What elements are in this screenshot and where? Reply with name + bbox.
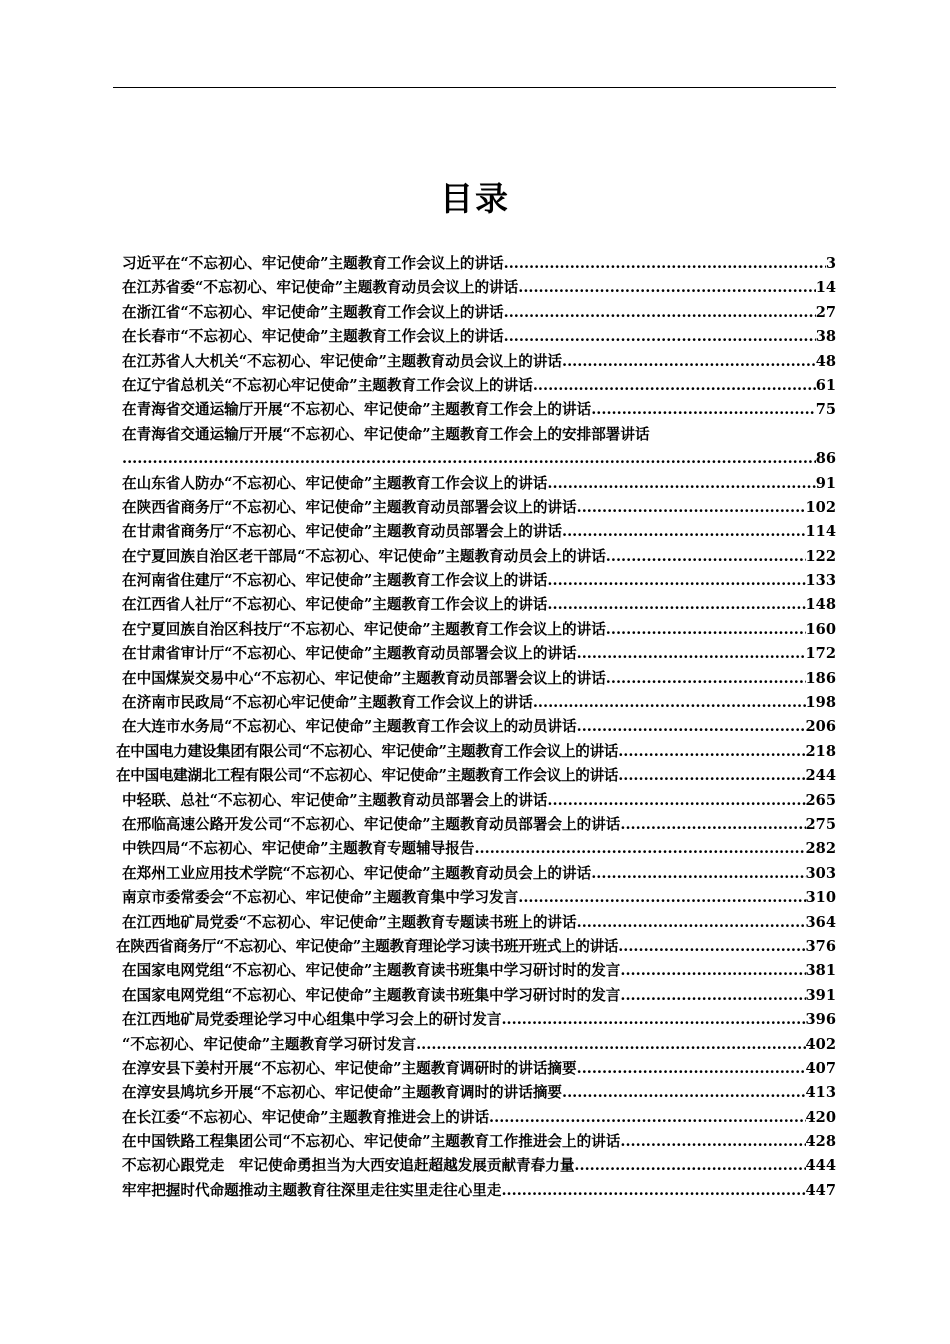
toc-entry-title: 中轻联、总社“不忘初心、牢记使命”主题教育动员部署会上的讲话 [122,791,548,809]
toc-entry[interactable] [116,496,836,520]
dot-leader [533,691,806,715]
toc-entry-title: 南京市委常委会“不忘初心、牢记使命”主题教育集中学习发言 [122,889,519,907]
dot-leader [577,642,806,666]
dot-leader [547,593,805,617]
toc-entry[interactable] [116,886,836,910]
toc-entry[interactable] [116,545,836,569]
toc-page-number: 172 [805,645,836,663]
toc-entry[interactable] [116,959,836,983]
toc-page-number: 303 [805,864,836,882]
page-title: 目录 [440,179,510,218]
toc-entry[interactable] [116,520,836,544]
dot-leader [501,1008,805,1032]
toc-entry-title: 在中国电建湖北工程有限公司“不忘初心、牢记使命”主题教育工作会议上的讲话 [116,767,619,785]
toc-page-number: 27 [815,303,836,321]
toc-entry-title: 中铁四局“不忘初心、牢记使命”主题教育专题辅导报告 [122,840,475,858]
toc-entry-title: 在国家电网党组“不忘初心、牢记使命”主题教育读书班集中学习研讨时的发言 [122,986,621,1004]
dot-leader [618,740,805,764]
toc-entry-title: 在江苏省委“不忘初心、牢记使命”主题教育动员会议上的讲话 [122,279,519,297]
toc-entry-title: 不忘初心跟党走 牢记使命勇担当为大西安追赶超越发展贡献青春力量 [122,1157,575,1175]
dot-leader [606,618,806,642]
dot-leader [518,886,805,910]
toc-page-number: 282 [805,840,836,858]
dot-leader [474,837,805,861]
dot-leader [577,496,806,520]
toc-entry[interactable] [116,325,836,349]
toc-entry-title: 在济南市民政局“不忘初心牢记使命”主题教育工作会议上的讲话 [122,694,533,712]
toc-entry-continuation[interactable] [116,447,836,471]
dot-leader [618,935,805,959]
toc-page-number: 91 [815,474,836,492]
toc-page-number: 396 [805,1011,836,1029]
toc-page-number: 381 [805,962,836,980]
toc-page-number: 122 [805,547,836,565]
toc-entry-title: 在青海省交通运输厅开展“不忘初心、牢记使命”主题教育工作会上的安排部署讲话 [122,425,650,443]
dot-leader [562,1081,806,1105]
dot-leader [618,764,805,788]
toc-page-number: 38 [815,328,836,346]
toc-entry[interactable] [116,301,836,325]
toc-entry-title: 在国家电网党组“不忘初心、牢记使命”主题教育读书班集中学习研讨时的发言 [122,962,621,980]
toc-entry[interactable] [116,1179,836,1203]
toc-entry[interactable] [116,618,836,642]
toc-entry-title: 在山东省人防办“不忘初心、牢记使命”主题教育工作会议上的讲话 [122,474,548,492]
toc-entry[interactable] [116,593,836,617]
dot-leader [577,911,806,935]
toc-entry[interactable] [116,472,836,496]
toc-entry-title: 在淳安县鸠坑乡开展“不忘初心、牢记使命”主题教育调时的讲话摘要 [122,1084,563,1102]
toc-entry-title: 在中国电力建设集团有限公司“不忘初心、牢记使命”主题教育工作会议上的讲话 [116,742,619,760]
toc-entry[interactable] [116,1008,836,1032]
toc-entry[interactable] [116,276,836,300]
toc-entry-title: 在宁夏回族自治区科技厅“不忘初心、牢记使命”主题教育工作会议上的讲话 [122,620,606,638]
toc-page-number: 133 [805,572,836,590]
toc-entry[interactable] [116,1057,836,1081]
dot-leader [606,545,806,569]
dot-leader [620,813,805,837]
toc-page-number: 186 [805,669,836,687]
toc-entry[interactable] [116,374,836,398]
toc-entry-title: 在甘肃省商务厅“不忘初心、牢记使命”主题教育动员部署会上的讲话 [122,523,563,541]
toc-page-number: 265 [805,791,836,809]
toc-entry-title: 在大连市水务局“不忘初心、牢记使命”主题教育工作会议上的动员讲话 [122,718,577,736]
dot-leader [489,1106,805,1130]
toc-entry-title: 在陕西省商务厅“不忘初心、牢记使命”主题教育理论学习读书班开班式上的讲话 [116,937,619,955]
toc-page-number: 413 [805,1084,836,1102]
dot-leader [577,1057,806,1081]
toc-entry[interactable] [116,642,836,666]
toc-entry-title: 在长江委“不忘初心、牢记使命”主题教育推进会上的讲话 [122,1108,490,1126]
dot-leader [562,350,816,374]
toc-page-number: 218 [805,742,836,760]
dot-leader [533,374,816,398]
toc-entry[interactable] [116,911,836,935]
toc-entry[interactable] [116,350,836,374]
toc-entry-title: 在甘肃省审计厅“不忘初心、牢记使命”主题教育动员部署会议上的讲话 [122,645,577,663]
dot-leader [122,447,816,471]
toc-page-number: 206 [805,718,836,736]
toc-entry[interactable] [116,789,836,813]
header-rule [113,87,836,88]
toc-entry-title: 在陕西省商务厅“不忘初心、牢记使命”主题教育动员部署会议上的讲话 [122,498,577,516]
dot-leader [577,715,806,739]
toc-entry[interactable] [116,935,836,959]
dot-leader [620,959,805,983]
toc-page-number: 444 [805,1157,836,1175]
toc-entry[interactable] [116,862,836,886]
toc-entry[interactable] [116,984,836,1008]
toc-entry[interactable] [116,1106,836,1130]
dot-leader [504,301,816,325]
toc-entry-title: 在江西地矿局党委“不忘初心、牢记使命”主题教育专题读书班上的讲话 [122,913,577,931]
toc-entry-title: 在中国煤炭交易中心“不忘初心、牢记使命”主题教育动员部署会议上的讲话 [122,669,606,687]
toc-page-number: 402 [805,1035,836,1053]
toc-entry[interactable] [116,1154,836,1178]
toc-page-number: 14 [815,279,836,297]
toc-page-number: 244 [805,767,836,785]
toc-page-number: 275 [805,815,836,833]
toc-entry[interactable] [116,398,836,422]
toc-entry[interactable] [116,837,836,861]
toc-page-number: 198 [805,694,836,712]
toc-entry-title: 在长春市“不忘初心、牢记使命”主题教育工作会议上的讲话 [122,328,504,346]
dot-leader [606,667,806,691]
toc-page-number: 420 [805,1108,836,1126]
toc-entry[interactable] [116,813,836,837]
toc-page-number: 160 [805,620,836,638]
toc-entry[interactable] [116,764,836,788]
toc-entry-title: 在浙江省“不忘初心、牢记使命”主题教育工作会议上的讲话 [122,303,504,321]
toc-page-number: 86 [815,450,836,468]
dot-leader [574,1154,805,1178]
toc-entry[interactable] [116,1081,836,1105]
dot-leader [620,1130,805,1154]
toc-page-number: 61 [815,376,836,394]
dot-leader [547,472,815,496]
toc-entry[interactable] [116,715,836,739]
toc-entry[interactable] [116,569,836,593]
toc-page-number: 102 [805,498,836,516]
toc-entry[interactable] [116,1033,836,1057]
toc-page-number: 75 [815,401,836,419]
toc-entry[interactable] [116,740,836,764]
dot-leader [547,569,805,593]
dot-leader [518,276,815,300]
toc-entry[interactable] [116,667,836,691]
dot-leader [591,862,805,886]
toc-page-number: 376 [805,937,836,955]
toc-page-number: 391 [805,986,836,1004]
toc-page-number: 114 [805,523,836,541]
toc-page-number: 3 [825,255,836,272]
toc-page-number: 407 [805,1059,836,1077]
dot-leader [620,984,805,1008]
toc-entry[interactable] [116,1130,836,1154]
toc-entry-title: 在宁夏回族自治区老干部局“不忘初心、牢记使命”主题教育动员会上的讲话 [122,547,606,565]
toc-entry-title: 在郑州工业应用技术学院“不忘初心、牢记使命”主题教育动员会上的讲话 [122,864,592,882]
toc-entry[interactable] [116,252,836,276]
dot-leader [562,520,806,544]
toc-entry[interactable] [116,691,836,715]
toc-entry-title: 在辽宁省总机关“不忘初心牢记使命”主题教育工作会议上的讲话 [122,376,533,394]
toc-page-number: 48 [815,352,836,370]
toc-entry-title: 在邢临高速公路开发公司“不忘初心、牢记使命”主题教育动员部署会上的讲话 [122,815,621,833]
toc-entry-title: 在青海省交通运输厅开展“不忘初心、牢记使命”主题教育工作会上的讲话 [122,401,592,419]
dot-leader [504,325,816,349]
toc-page-number: 428 [805,1133,836,1151]
toc-entry-title: “不忘初心、牢记使命”主题教育学习研讨发言 [122,1035,417,1053]
toc-page-number: 447 [805,1181,836,1199]
dot-leader [591,398,815,422]
dot-leader [501,1179,805,1203]
toc-page-number: 364 [805,913,836,931]
dot-leader [416,1033,805,1057]
toc-entry-title: 习近平在“不忘初心、牢记使命”主题教育工作会议上的讲话 [122,255,504,272]
toc-entry-title: 在河南省住建厅“不忘初心、牢记使命”主题教育工作会议上的讲话 [122,572,548,590]
toc-entry-title: 在中国铁路工程集团公司“不忘初心、牢记使命”主题教育工作推进会上的讲话 [122,1133,621,1151]
toc-page-number: 148 [805,596,836,614]
dot-leader [504,252,826,276]
toc-page-number: 310 [805,889,836,907]
toc-entry-title: 在淳安县下姜村开展“不忘初心、牢记使命”主题教育调研时的讲话摘要 [122,1059,577,1077]
toc-entry-title: 在江西地矿局党委理论学习中心组集中学习会上的研讨发言 [122,1011,502,1029]
toc-entry-title: 在江西省人社厅“不忘初心、牢记使命”主题教育工作会议上的讲话 [122,596,548,614]
toc-entry-title: 在江苏省人大机关“不忘初心、牢记使命”主题教育动员会议上的讲话 [122,352,563,370]
table-of-contents [116,252,836,1203]
toc-entry-title: 牢牢把握时代命题推动主题教育往深里走往实里走往心里走 [122,1181,502,1199]
dot-leader [547,789,805,813]
toc-entry[interactable] [116,423,836,447]
